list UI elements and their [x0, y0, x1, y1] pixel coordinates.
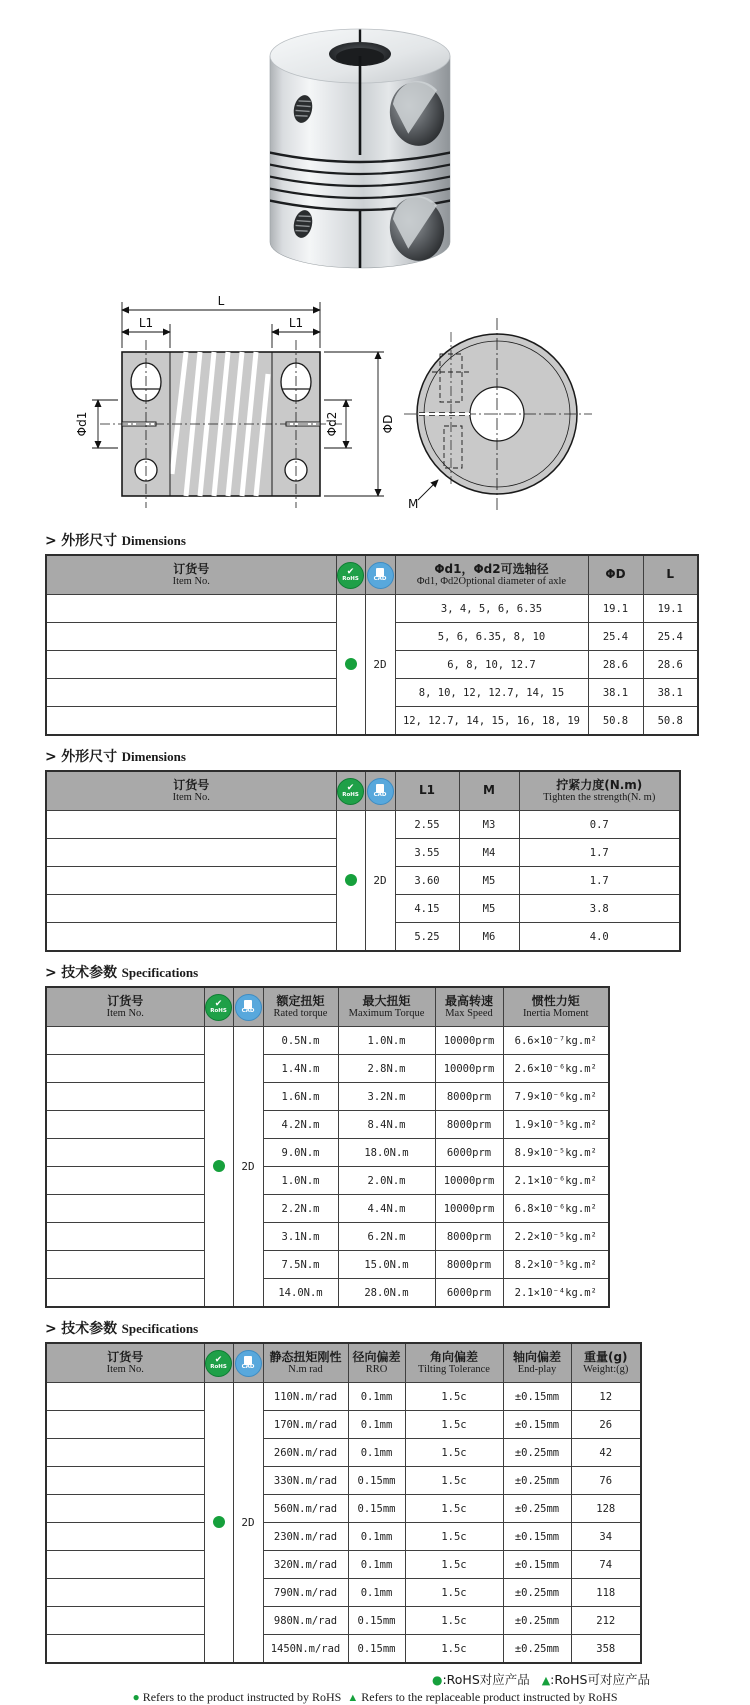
- spec-value-cell: 6000prm: [435, 1139, 503, 1167]
- item-no-cell: SG7-2-200-□□□□M: [46, 1279, 204, 1308]
- section-title-zh: 外形尺寸: [61, 533, 118, 549]
- rohs-dot-icon: ●: [431, 1673, 443, 1687]
- table-row: [46, 1139, 609, 1167]
- tilting-tolerance-header: 角向偏差 Tilting Tolerance: [405, 1343, 503, 1383]
- spec-value-cell: 0.1mm: [348, 1383, 405, 1411]
- rohs-dot-icon: ●: [132, 1690, 140, 1704]
- spec-value-cell: 0.1mm: [348, 1411, 405, 1439]
- item-no-cell: SG7-2-150-□□□□M: [46, 1251, 204, 1279]
- spec-value-cell: 12: [571, 1383, 641, 1411]
- table-row: [46, 811, 680, 839]
- cad-header: [233, 1343, 263, 1383]
- spec-value-cell: 3.55: [395, 839, 459, 867]
- spec-value-cell: 212: [571, 1607, 641, 1635]
- spec-value-cell: 6.6×10⁻⁷kg.m²: [503, 1027, 609, 1055]
- spec-value-cell: 7.5N.m: [263, 1251, 338, 1279]
- spec-value-cell: 0.15mm: [348, 1607, 405, 1635]
- axle-diameter-header: Φd1，Φd2可选轴径 Φd1, Φd2Optional diameter of axle: [395, 555, 588, 595]
- spec-value-cell: 320N.m/rad: [263, 1551, 348, 1579]
- item-no-cell: SG7-2-100-□□□□M: [46, 1055, 204, 1083]
- item-no-cell: SG7-2-112-□□□□M: [46, 1439, 204, 1467]
- item-no-cell: SG7-2-100-□□□□M: [46, 1411, 204, 1439]
- item-no-cell: SG7-2-150-□□□□M SG7-2-150-□□□□M: [46, 895, 336, 923]
- spec-value-cell: ±0.15mm: [503, 1523, 571, 1551]
- spec-value-cell: 4.15: [395, 895, 459, 923]
- spec-value-cell: 1.5c: [405, 1495, 503, 1523]
- cad-2d-cell: 2D: [233, 1383, 263, 1664]
- spec-value-cell: 9.0N.m: [263, 1139, 338, 1167]
- item-no-cell: SG7-2-200-□□□□M SG7-2-200-□□□□M: [46, 923, 336, 952]
- spec-value-cell: 1.5c: [405, 1411, 503, 1439]
- spec-value-cell: 358: [571, 1635, 641, 1664]
- spec-value-cell: 8.2×10⁻⁵kg.m²: [503, 1251, 609, 1279]
- spec-value-cell: 10000prm: [435, 1195, 503, 1223]
- table-row: [46, 1635, 641, 1664]
- tighten-strength-header: 拧紧力度(N.m) Tighten the strength(N. m): [519, 771, 680, 811]
- cad-2d-cell: 2D: [365, 811, 395, 952]
- spec-value-cell: 1.5c: [405, 1523, 503, 1551]
- spec-value-cell: 560N.m/rad: [263, 1495, 348, 1523]
- cad-header: [233, 987, 263, 1027]
- spec-value-cell: 18.0N.m: [338, 1139, 435, 1167]
- spec-value-cell: 50.8: [643, 707, 698, 736]
- spec-value-cell: M5: [459, 867, 519, 895]
- spec-value-cell: 790N.m/rad: [263, 1579, 348, 1607]
- table-row: [46, 1055, 609, 1083]
- table-row: [46, 1551, 641, 1579]
- table-row: [46, 1383, 641, 1411]
- spec-value-cell: 42: [571, 1439, 641, 1467]
- item-no-cell: SG7-2-150-□□□□M SG7-2-150-□□□□M: [46, 679, 336, 707]
- spec-value-cell: ±0.15mm: [503, 1551, 571, 1579]
- rohs-icon: ✔ RoHS: [205, 1350, 232, 1377]
- rohs-icon: ✔ RoHS: [205, 994, 232, 1021]
- spec-value-cell: 76: [571, 1467, 641, 1495]
- spec-value-cell: 3.2N.m: [338, 1083, 435, 1111]
- item-no-cell: SG7-2-112-□□□□M SG7-2-112-□□□□M: [46, 651, 336, 679]
- spec-value-cell: 2.1×10⁻⁶kg.m²: [503, 1167, 609, 1195]
- dim-label-d2: Φd2: [325, 411, 339, 437]
- spec-value-cell: ±0.25mm: [503, 1439, 571, 1467]
- dim-label-L1-left: L1: [138, 316, 154, 330]
- spec-value-cell: 5, 6, 6.35, 8, 10: [395, 623, 588, 651]
- coupling-photo-render: [255, 14, 465, 282]
- spec-value-cell: 1.4N.m: [263, 1055, 338, 1083]
- spec-value-cell: 6.2N.m: [338, 1223, 435, 1251]
- spec-value-cell: 230N.m/rad: [263, 1523, 348, 1551]
- spec-value-cell: 1.0N.m: [263, 1167, 338, 1195]
- rohs-legend: [45, 1670, 650, 1705]
- spec-value-cell: 1.6N.m: [263, 1083, 338, 1111]
- spec-value-cell: 4.2N.m: [263, 1111, 338, 1139]
- spec-value-cell: 980N.m/rad: [263, 1607, 348, 1635]
- spec-value-cell: 110N.m/rad: [263, 1383, 348, 1411]
- spec-value-cell: 3.1N.m: [263, 1223, 338, 1251]
- dimension-drawing: [0, 284, 750, 520]
- table-row: [46, 1467, 641, 1495]
- rohs-header: [336, 771, 365, 811]
- table-header-row: [46, 771, 680, 811]
- cad-header: [365, 771, 395, 811]
- thread-size-header: M: [459, 771, 519, 811]
- section-title-specifications-2: > 技术参数 Specifications: [45, 1321, 199, 1337]
- item-no-cell: SG7-2-112-□□□□M: [46, 1223, 204, 1251]
- item-no-header: 订货号 Item No.: [46, 771, 336, 811]
- item-no-cell: SG7-2-100-□□□□M SG7-2-100-□□□□M: [46, 623, 336, 651]
- spec-value-cell: M5: [459, 895, 519, 923]
- static-stiffness-header: 静态扭矩刚性 N.m rad: [263, 1343, 348, 1383]
- spec-value-cell: 2.6×10⁻⁶kg.m²: [503, 1055, 609, 1083]
- spec-value-cell: 8.9×10⁻⁵kg.m²: [503, 1139, 609, 1167]
- spec-value-cell: 34: [571, 1523, 641, 1551]
- item-no-header: 订货号 Item No.: [46, 987, 204, 1027]
- table-row: [46, 1195, 609, 1223]
- spec-value-cell: 8000prm: [435, 1223, 503, 1251]
- spec-value-cell: 170N.m/rad: [263, 1411, 348, 1439]
- item-no-cell: SG7-2-075-□□□□M: [46, 1523, 204, 1551]
- item-no-cell: SG7-2-200-□□□□M: [46, 1635, 204, 1664]
- spec-value-cell: 260N.m/rad: [263, 1439, 348, 1467]
- outer-diameter-header: ΦD: [588, 555, 643, 595]
- spec-value-cell: 28.0N.m: [338, 1279, 435, 1308]
- tables-area: [0, 520, 750, 1705]
- title-marker: >: [45, 533, 57, 549]
- spec-value-cell: 2.55: [395, 811, 459, 839]
- dim-label-D: ΦD: [381, 414, 395, 434]
- item-no-cell: SG7-2-112-□□□□M SG7-2-112-□□□□M: [46, 867, 336, 895]
- table-header-row: [46, 987, 609, 1027]
- item-no-cell: SG7-2-075-□□□□M SG7-2-075-□□□□M: [46, 595, 336, 623]
- cad-icon: CAD: [235, 994, 262, 1021]
- item-no-cell: SG7-2-150-□□□□M: [46, 1467, 204, 1495]
- spec-value-cell: 3, 4, 5, 6, 6.35: [395, 595, 588, 623]
- spec-value-cell: 0.7: [519, 811, 680, 839]
- rro-header: 径向偏差 RRO: [348, 1343, 405, 1383]
- spec-value-cell: 38.1: [643, 679, 698, 707]
- spec-value-cell: 5.25: [395, 923, 459, 952]
- rohs-header: [336, 555, 365, 595]
- rohs-compliant-dot-cell: [336, 595, 365, 736]
- item-no-cell: SG7-2-075-□□□□M SG7-2-075-□□□□M: [46, 811, 336, 839]
- item-no-cell: SG7-2-075-□□□□M: [46, 1027, 204, 1055]
- table-row: [46, 1279, 609, 1308]
- spec-value-cell: 1.5c: [405, 1467, 503, 1495]
- dim-label-L1-right: L1: [288, 316, 304, 330]
- technical-drawings: [0, 284, 750, 520]
- item-no-cell: SG7-2-100-□□□□M SG7-2-100-□□□□M: [46, 839, 336, 867]
- spec-value-cell: 1.5c: [405, 1551, 503, 1579]
- spec-value-cell: 1.9×10⁻⁵kg.m²: [503, 1111, 609, 1139]
- rohs-compliant-dot-cell: [336, 811, 365, 952]
- spec-value-cell: 38.1: [588, 679, 643, 707]
- spec-value-cell: ±0.25mm: [503, 1467, 571, 1495]
- spec-value-cell: M4: [459, 839, 519, 867]
- product-photo: [255, 14, 465, 282]
- spec-value-cell: 8000prm: [435, 1251, 503, 1279]
- rohs-triangle-icon: ▲: [347, 1692, 359, 1704]
- spec-value-cell: 0.15mm: [348, 1635, 405, 1664]
- max-speed-header: 最高转速 Max Speed: [435, 987, 503, 1027]
- table-row: [46, 1411, 641, 1439]
- rohs-compliant-dot-cell: [204, 1027, 233, 1308]
- rohs-green-dot: [345, 658, 357, 670]
- spec-value-cell: 118: [571, 1579, 641, 1607]
- spec-value-cell: 12, 12.7, 14, 15, 16, 18, 19: [395, 707, 588, 736]
- spec-value-cell: 10000prm: [435, 1167, 503, 1195]
- spec-value-cell: 2.2N.m: [263, 1195, 338, 1223]
- spec-value-cell: 1.5c: [405, 1635, 503, 1664]
- rohs-compliant-dot-cell: [204, 1383, 233, 1664]
- item-no-cell: SG7-2-200-□□□□M: [46, 1495, 204, 1523]
- spec-value-cell: 7.9×10⁻⁶kg.m²: [503, 1083, 609, 1111]
- spec-value-cell: 25.4: [588, 623, 643, 651]
- spec-value-cell: 8.4N.m: [338, 1111, 435, 1139]
- spec-value-cell: ±0.15mm: [503, 1383, 571, 1411]
- table-row: [46, 1223, 609, 1251]
- spec-value-cell: 26: [571, 1411, 641, 1439]
- spec-value-cell: 0.5N.m: [263, 1027, 338, 1055]
- spec-value-cell: 28.6: [643, 651, 698, 679]
- item-no-cell: SG7-2-150-□□□□M: [46, 1111, 204, 1139]
- spec-value-cell: 1.7: [519, 867, 680, 895]
- spec-value-cell: 330N.m/rad: [263, 1467, 348, 1495]
- item-no-cell: SG7-2-075-□□□□M: [46, 1383, 204, 1411]
- spec-value-cell: 28.6: [588, 651, 643, 679]
- max-torque-header: 最大扭矩 Maximum Torque: [338, 987, 435, 1027]
- spec-value-cell: 0.1mm: [348, 1551, 405, 1579]
- dim-label-d1: Φd1: [75, 411, 89, 437]
- spec-value-cell: 19.1: [588, 595, 643, 623]
- spec-value-cell: 1450N.m/rad: [263, 1635, 348, 1664]
- rohs-triangle-icon: ▲: [541, 1674, 551, 1687]
- spec-value-cell: 0.1mm: [348, 1439, 405, 1467]
- item-no-header: 订货号 Item No.: [46, 555, 336, 595]
- item-no-header: 订货号 Item No.: [46, 1343, 204, 1383]
- spec-value-cell: 6000prm: [435, 1279, 503, 1308]
- spec-value-cell: 1.5c: [405, 1439, 503, 1467]
- spec-value-cell: 10000prm: [435, 1055, 503, 1083]
- rated-torque-header: 额定扭矩 Rated torque: [263, 987, 338, 1027]
- cad-header: [365, 555, 395, 595]
- spec-value-cell: M3: [459, 811, 519, 839]
- table-row: [46, 1083, 609, 1111]
- spec-value-cell: 0.15mm: [348, 1467, 405, 1495]
- spec-value-cell: ±0.15mm: [503, 1411, 571, 1439]
- spec-value-cell: 6.8×10⁻⁶kg.m²: [503, 1195, 609, 1223]
- spec-value-cell: 8, 10, 12, 12.7, 14, 15: [395, 679, 588, 707]
- table-row: [46, 1111, 609, 1139]
- weight-header: 重量(g) Weight:(g): [571, 1343, 641, 1383]
- spec-value-cell: M6: [459, 923, 519, 952]
- rohs-green-dot: [213, 1160, 225, 1172]
- section-title-en: Dimensions: [121, 533, 186, 548]
- spec-value-cell: ±0.25mm: [503, 1635, 571, 1664]
- end-view: [404, 318, 592, 512]
- spec-value-cell: 1.7: [519, 839, 680, 867]
- rohs-header: [204, 1343, 233, 1383]
- cad-icon: CAD: [235, 1350, 262, 1377]
- item-no-cell: SG7-2-112-□□□□M: [46, 1579, 204, 1607]
- item-no-cell: SG7-2-075-□□□□M: [46, 1167, 204, 1195]
- spec-value-cell: 2.2×10⁻⁵kg.m²: [503, 1223, 609, 1251]
- spec-value-cell: 2.1×10⁻⁴kg.m²: [503, 1279, 609, 1308]
- spec-value-cell: 50.8: [588, 707, 643, 736]
- spec-value-cell: ±0.25mm: [503, 1495, 571, 1523]
- spec-value-cell: ±0.25mm: [503, 1579, 571, 1607]
- rohs-green-dot: [345, 874, 357, 886]
- legend-line-en: ● Refers to the product instructed by RoHS ▲ Refers to the replaceable product instructed by RoHS: [132, 1690, 618, 1704]
- section-title-specifications-1: > 技术参数 Specifications: [45, 965, 199, 981]
- table-row: [46, 1579, 641, 1607]
- spec-value-cell: 128: [571, 1495, 641, 1523]
- dim-label-M: M: [408, 497, 419, 511]
- rohs-icon: ✔ RoHS: [337, 778, 364, 805]
- end-play-header: 轴向偏差 End-play: [503, 1343, 571, 1383]
- table-row: [46, 1439, 641, 1467]
- spec-value-cell: 8000prm: [435, 1083, 503, 1111]
- spec-value-cell: 25.4: [643, 623, 698, 651]
- rohs-green-dot: [213, 1516, 225, 1528]
- spec-value-cell: 3.8: [519, 895, 680, 923]
- item-no-cell: SG7-2-112-□□□□M: [46, 1083, 204, 1111]
- spec-value-cell: 1.5c: [405, 1607, 503, 1635]
- spec-value-cell: 2.0N.m: [338, 1167, 435, 1195]
- section-title-dimensions-2: > 外形尺寸 Dimensions: [45, 749, 186, 765]
- spec-value-cell: 19.1: [643, 595, 698, 623]
- item-no-cell: SG7-2-200-□□□□M: [46, 1139, 204, 1167]
- table-row: [46, 1523, 641, 1551]
- rohs-icon: ✔ RoHS: [337, 562, 364, 589]
- spec-value-cell: 0.1mm: [348, 1579, 405, 1607]
- spec-value-cell: 1.5c: [405, 1383, 503, 1411]
- cad-icon: CAD: [367, 562, 394, 589]
- table-row: [46, 1607, 641, 1635]
- dimensions-table-1: [45, 554, 699, 736]
- spec-value-cell: 2.8N.m: [338, 1055, 435, 1083]
- spec-value-cell: 0.1mm: [348, 1523, 405, 1551]
- spec-value-cell: 3.60: [395, 867, 459, 895]
- spec-value-cell: 6, 8, 10, 12.7: [395, 651, 588, 679]
- inertia-moment-header: 惯性力矩 Inertia Moment: [503, 987, 609, 1027]
- table-row: [46, 1027, 609, 1055]
- spec-value-cell: ±0.25mm: [503, 1607, 571, 1635]
- cad-2d-cell: 2D: [365, 595, 395, 736]
- spec-value-cell: 8000prm: [435, 1111, 503, 1139]
- rohs-header: [204, 987, 233, 1027]
- specifications-table-2: [45, 1342, 642, 1664]
- table-row: [46, 1167, 609, 1195]
- legend-line-zh: ●:RoHS对应产品 ▲:RoHS可对应产品: [431, 1672, 650, 1687]
- table-row: [46, 1251, 609, 1279]
- dimensions-table-2: [45, 770, 681, 952]
- item-no-cell: SG7-2-100-□□□□M: [46, 1195, 204, 1223]
- spec-value-cell: 10000prm: [435, 1027, 503, 1055]
- section-title-dimensions-1: [45, 530, 750, 550]
- specifications-table-1: [45, 986, 610, 1308]
- table-header-row: [46, 1343, 641, 1383]
- table-row: [46, 595, 698, 623]
- spec-value-cell: 1.5c: [405, 1579, 503, 1607]
- item-no-cell: SG7-2-200-□□□□M SG7-2-200-□□□□M: [46, 707, 336, 736]
- cad-icon: CAD: [367, 778, 394, 805]
- dim-label-L: L: [217, 294, 225, 308]
- l1-header: L1: [395, 771, 459, 811]
- cad-2d-cell: 2D: [233, 1027, 263, 1308]
- item-no-cell: SG7-2-150-□□□□M: [46, 1607, 204, 1635]
- spec-value-cell: 4.4N.m: [338, 1195, 435, 1223]
- item-no-cell: SG7-2-100-□□□□M: [46, 1551, 204, 1579]
- length-header: L: [643, 555, 698, 595]
- spec-value-cell: 0.15mm: [348, 1495, 405, 1523]
- spec-value-cell: 14.0N.m: [263, 1279, 338, 1308]
- spec-value-cell: 74: [571, 1551, 641, 1579]
- spec-value-cell: 15.0N.m: [338, 1251, 435, 1279]
- spec-value-cell: 4.0: [519, 923, 680, 952]
- table-row: [46, 1495, 641, 1523]
- table-header-row: [46, 555, 698, 595]
- front-view: [100, 340, 342, 508]
- spec-value-cell: 1.0N.m: [338, 1027, 435, 1055]
